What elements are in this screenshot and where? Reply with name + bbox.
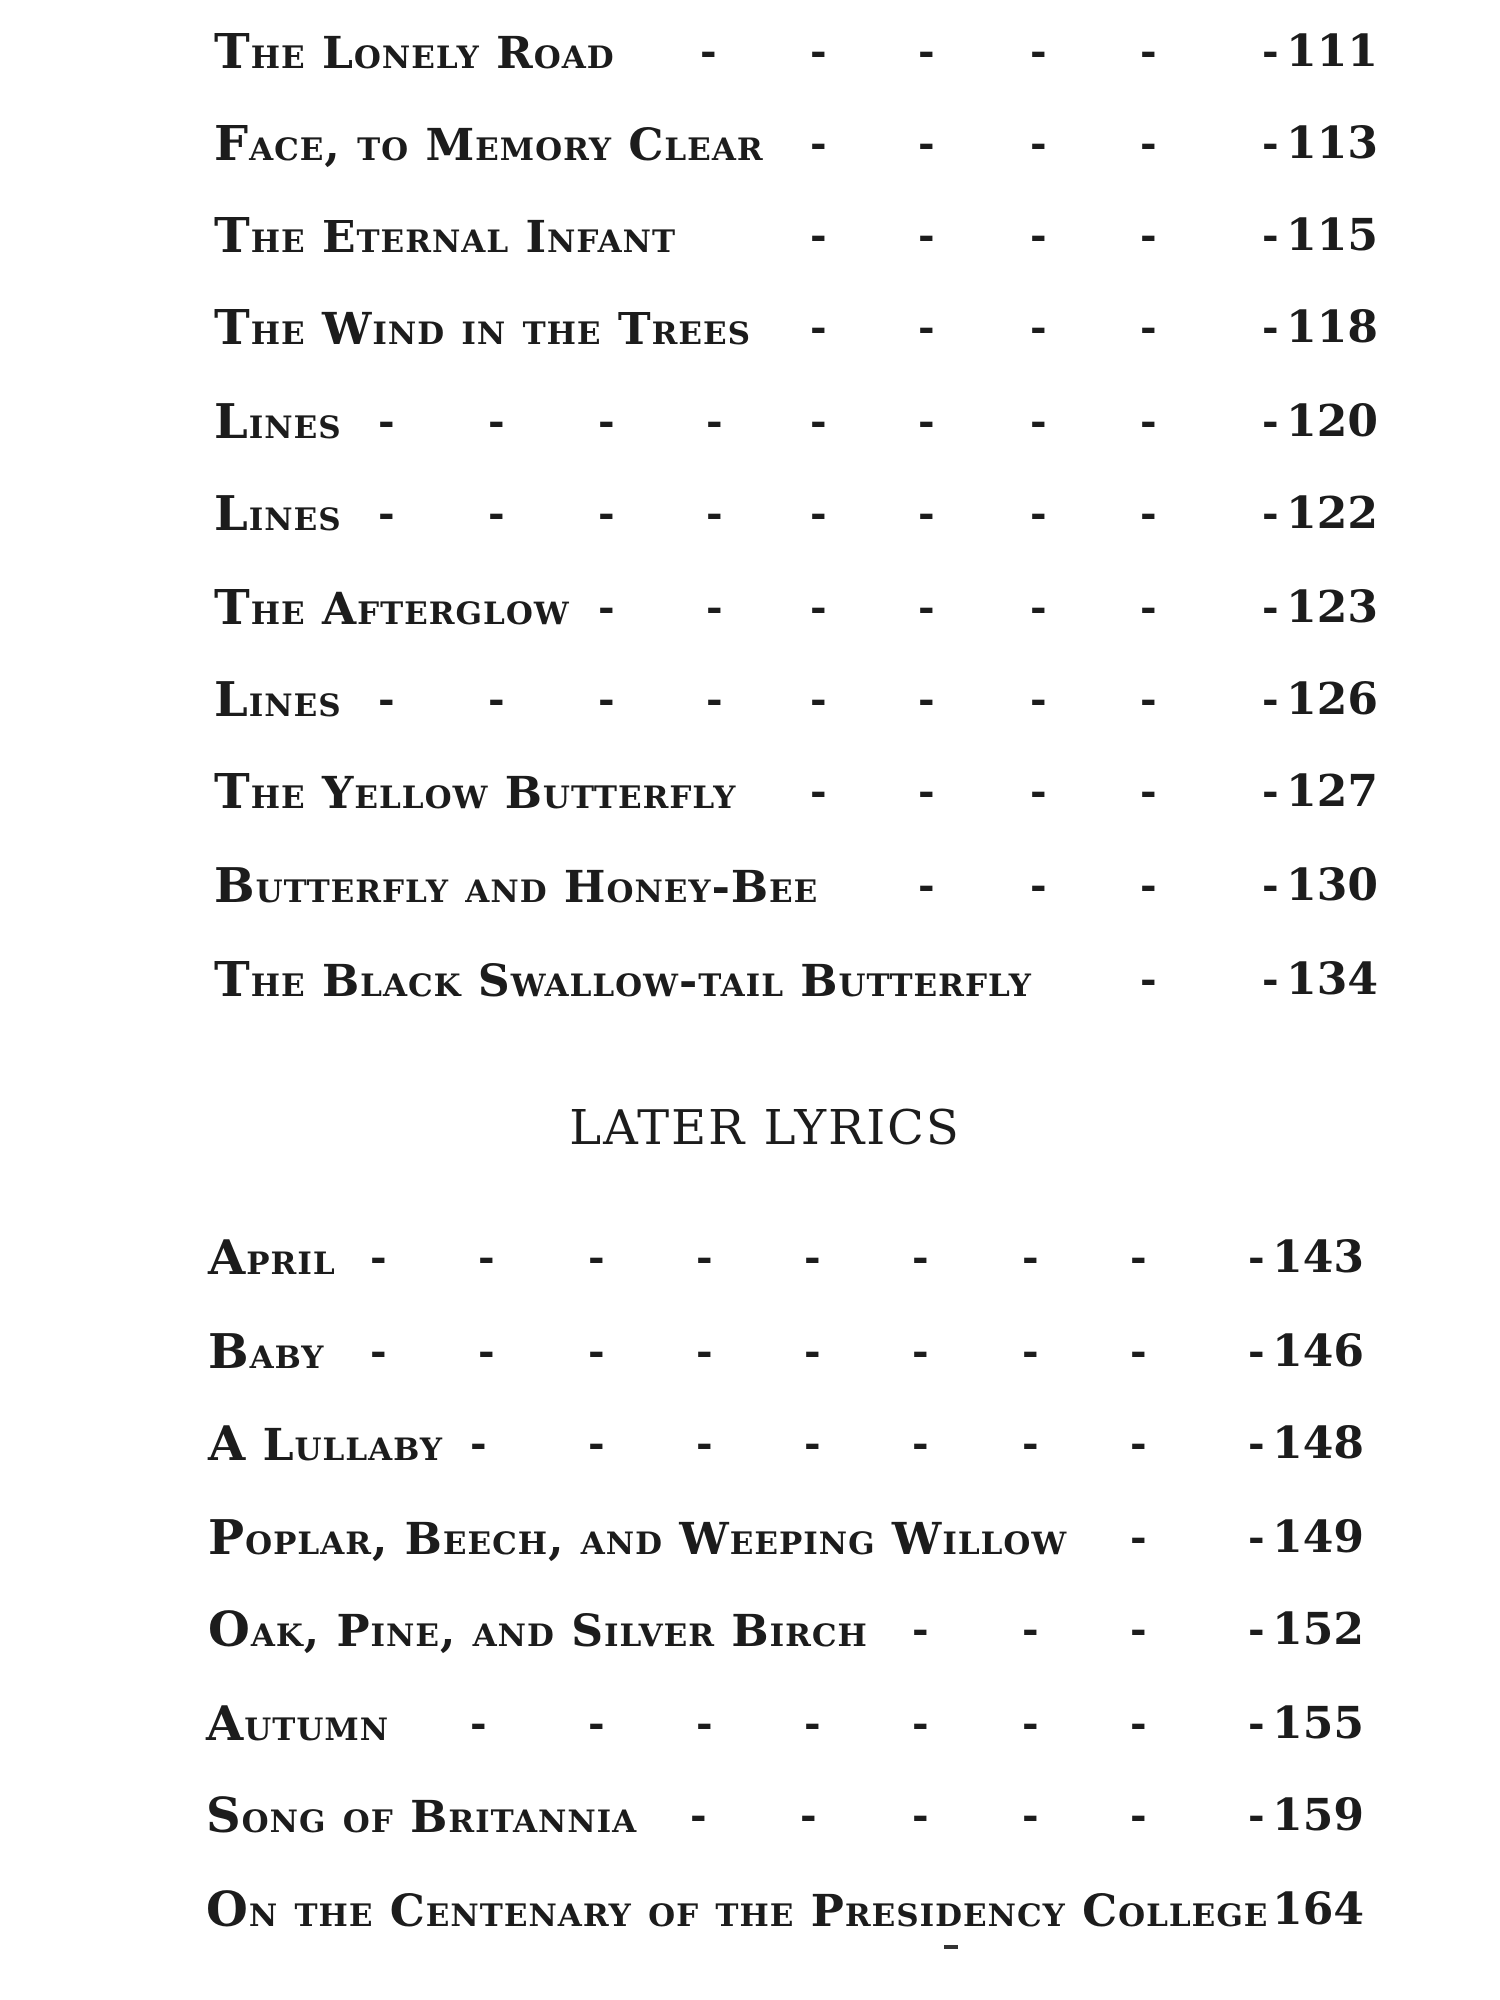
toc-entry-page: 164 [1272,1884,1364,1935]
dot-leader: - - - - - - - - [470,1700,1265,1747]
toc-entry-title: The Yellow Butterfly [214,764,737,820]
toc-entry-title: The Black Swallow-tail Butterfly [214,952,1032,1008]
toc-entry-page: 149 [1272,1512,1364,1563]
section-heading: LATER LYRICS [569,1100,961,1156]
dot-leader: - - [1130,1514,1265,1561]
dot-leader: - - - - - - [700,28,1279,75]
toc-entry-page: 130 [1286,860,1378,911]
toc-entry-page: 159 [1272,1790,1364,1841]
toc-entry-title: April [208,1230,336,1286]
toc-entry-page: 126 [1286,674,1378,725]
toc-entry [0,1508,1500,1568]
toc-entry-page: 152 [1272,1604,1364,1655]
toc-entry [0,950,1500,1010]
toc-entry-page: 143 [1272,1232,1364,1283]
toc-entry [0,1880,1500,1940]
print-mark [944,1945,958,1949]
toc-entry-title: Lines [214,486,342,542]
dot-leader: - - - - [912,1606,1265,1653]
toc-entry-page: 113 [1286,118,1378,169]
toc-entry [0,762,1500,822]
toc-entry-title: Oak, Pine, and Silver Birch [208,1602,868,1658]
dot-leader: - - - - - - - - - [370,1328,1265,1375]
toc-entry-page: 148 [1272,1418,1364,1469]
dot-leader: - - - - - [810,304,1279,351]
dot-leader: - - - - - - - - [470,1420,1265,1467]
toc-entry-title: Song of Britannia [206,1788,638,1844]
toc-entry [0,392,1500,452]
dot-leader: - - - - - - - - - [378,490,1279,537]
dot-leader: - - - - - - [690,1792,1265,1839]
toc-entry-title: Lines [214,672,342,728]
toc-entry-page: 122 [1286,488,1378,539]
dot-leader: - - - - - [810,768,1279,815]
toc-entry-title: A Lullaby [208,1416,443,1472]
toc-entry-page: 155 [1272,1698,1364,1749]
dot-leader: - - - - - [810,120,1279,167]
toc-entry [0,670,1500,730]
dot-leader: - - - - - - - - - [370,1234,1265,1281]
toc-entry [0,484,1500,544]
toc-entry-page: 120 [1286,396,1378,447]
toc-entry-title: Lines [214,394,342,450]
dot-leader: - - - - - - - - - [378,398,1279,445]
toc-entry [0,206,1500,266]
toc-entry [0,856,1500,916]
toc-entry-title: Autumn [206,1696,390,1752]
toc-entry [0,1414,1500,1474]
toc-entry-title: Face, to Memory Clear [214,116,764,172]
toc-entry-title: Butterfly and Honey-Bee [214,858,819,914]
toc-entry-page: 115 [1286,210,1378,261]
dot-leader: - - [1140,956,1279,1003]
toc-entry-page: 111 [1286,26,1378,77]
toc-entry [0,1322,1500,1382]
dot-leader: - - - - - - - [598,584,1279,631]
dot-leader: - - - - - - - - - [378,676,1279,723]
toc-entry [0,1694,1500,1754]
toc-entry-title: Baby [208,1324,325,1380]
toc-entry-page: 146 [1272,1326,1364,1377]
toc-entry [0,298,1500,358]
toc-entry-page: 118 [1286,302,1378,353]
toc-entry [0,22,1500,82]
toc-entry-title: Poplar, Beech, and Weeping Willow [208,1510,1068,1566]
toc-entry [0,1786,1500,1846]
toc-entry-page: 134 [1286,954,1378,1005]
toc-entry [0,1600,1500,1660]
toc-entry-title: The Wind in the Trees [214,300,752,356]
toc-entry-page: 127 [1286,766,1378,817]
toc-entry [0,578,1500,638]
toc-entry [0,1228,1500,1288]
toc-entry-title: The Lonely Road [214,24,615,80]
dot-leader: - - - - [918,862,1279,909]
toc-entry [0,114,1500,174]
dot-leader: - - - - - [810,212,1279,259]
toc-entry-title: On the Centenary of the Presidency College [206,1882,1269,1938]
toc-entry-page: 123 [1286,582,1378,633]
toc-entry-title: The Afterglow [214,580,570,636]
toc-entry-title: The Eternal Infant [214,208,677,264]
